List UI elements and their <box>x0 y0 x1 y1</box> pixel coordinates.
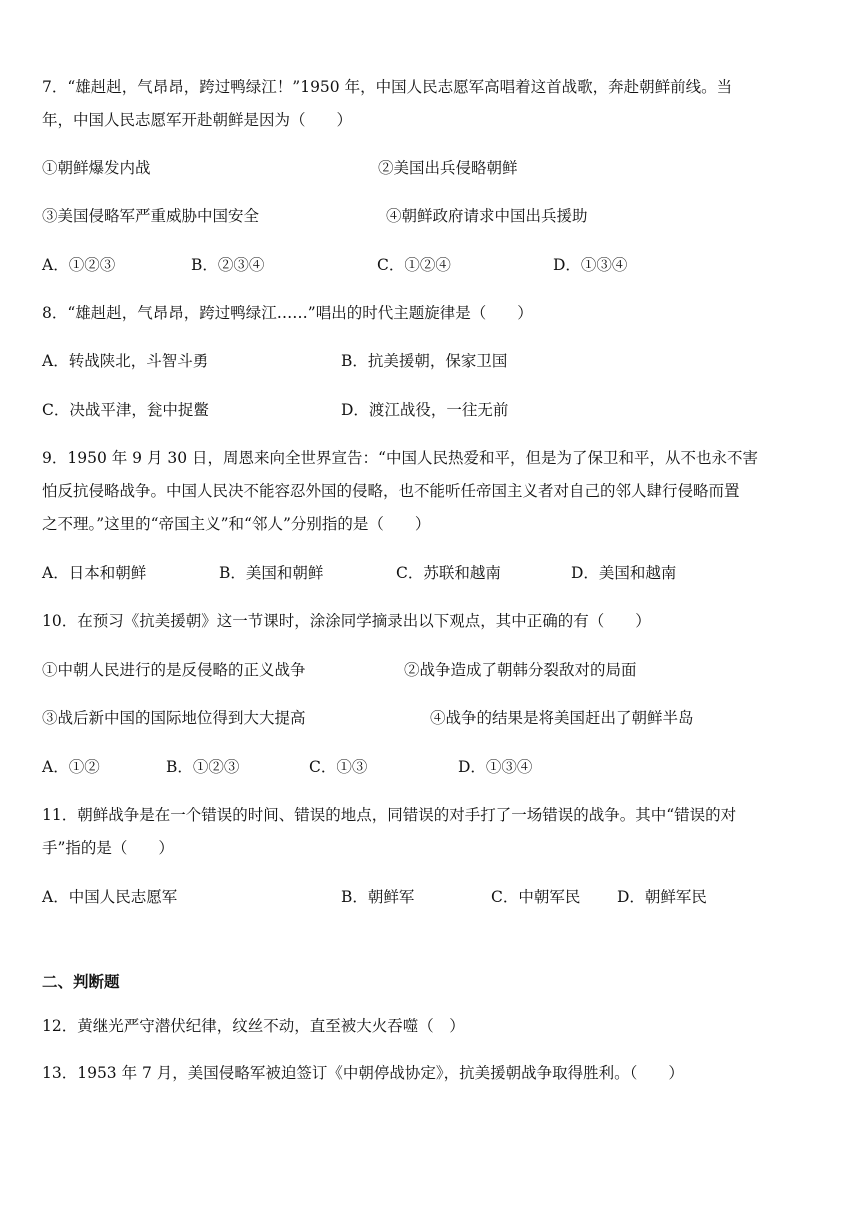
question-9-option-c[interactable]: C．苏联和越南 <box>396 564 501 582</box>
question-7-stem-line-2: 年，中国人民志愿军开赴朝鲜是因为（ ） <box>42 111 353 129</box>
question-11-option-b[interactable]: B．朝鲜军 <box>341 888 415 906</box>
question-10-item-1: ①中朝人民进行的是反侵略的正义战争 <box>42 661 306 679</box>
question-8-option-b[interactable]: B．抗美援朝，保家卫国 <box>341 352 508 370</box>
question-10-stem: 10．在预习《抗美援朝》这一节课时，涂涂同学摘录出以下观点，其中正确的有（ ） <box>42 612 651 630</box>
question-11-stem-line-2: 手”指的是（ ） <box>42 839 174 857</box>
section-heading: 二、判断题 <box>42 972 120 991</box>
question-9-option-d[interactable]: D．美国和越南 <box>571 564 677 582</box>
question-10-option-a[interactable]: A．①② <box>42 758 100 776</box>
question-10-option-c[interactable]: C．①③ <box>309 758 368 776</box>
question-7-item-4: ④朝鲜政府请求中国出兵援助 <box>386 207 588 225</box>
question-9-stem-line-2: 怕反抗侵略战争。中国人民决不能容忍外国的侵略，也不能听任帝国主义者对自己的邻人肆行侵略而置 <box>42 482 740 500</box>
question-11-option-a[interactable]: A．中国人民志愿军 <box>42 888 178 906</box>
question-7-option-b[interactable]: B．②③④ <box>191 256 265 274</box>
question-11-stem-line-1: 11．朝鲜战争是在一个错误的时间、错误的地点，同错误的对手打了一场错误的战争。其中“错误的对 <box>42 806 737 824</box>
question-9-option-b[interactable]: B．美国和朝鲜 <box>219 564 324 582</box>
question-7-item-1: ①朝鲜爆发内战 <box>42 159 151 177</box>
question-7-option-d[interactable]: D．①③④ <box>553 256 628 274</box>
question-13: 13．1953 年 7 月，美国侵略军被迫签订《中朝停战协定》，抗美援朝战争取得胜利。（ ） <box>42 1064 684 1082</box>
question-8-option-a[interactable]: A．转战陕北，斗智斗勇 <box>42 352 209 370</box>
question-8-option-c[interactable]: C．决战平津，瓮中捉鳖 <box>42 401 209 419</box>
question-12: 12．黄继光严守潜伏纪律，纹丝不动，直至被大火吞噬（ ） <box>42 1017 465 1035</box>
question-7-stem-line-1: 7．“雄赳赳，气昂昂，跨过鸭绿江！”1950 年，中国人民志愿军高唱着这首战歌，奔赴朝鲜前线。当 <box>42 78 733 96</box>
question-10-option-b[interactable]: B．①②③ <box>166 758 240 776</box>
question-11-option-c[interactable]: C．中朝军民 <box>491 888 581 906</box>
question-8-stem: 8．“雄赳赳，气昂昂，跨过鸭绿江……”唱出的时代主题旋律是（ ） <box>42 304 533 322</box>
question-10-item-3: ③战后新中国的国际地位得到大大提高 <box>42 709 306 727</box>
question-7-option-a[interactable]: A．①②③ <box>42 256 116 274</box>
question-7-item-3: ③美国侵略军严重威胁中国安全 <box>42 207 260 225</box>
question-9-stem-line-1: 9．1950 年 9 月 30 日，周恩来向全世界宣告：“中国人民热爱和平，但是为了保卫和平，从不也永不害 <box>42 449 758 467</box>
question-11-option-d[interactable]: D．朝鲜军民 <box>617 888 707 906</box>
question-10-item-4: ④战争的结果是将美国赶出了朝鲜半岛 <box>430 709 694 727</box>
question-7-item-2: ②美国出兵侵略朝鲜 <box>378 159 518 177</box>
question-7-option-c[interactable]: C．①②④ <box>377 256 451 274</box>
question-9-stem-line-3: 之不理。”这里的“帝国主义”和“邻人”分别指的是（ ） <box>42 515 431 533</box>
question-9-option-a[interactable]: A．日本和朝鲜 <box>42 564 147 582</box>
question-10-item-2: ②战争造成了朝韩分裂敌对的局面 <box>404 661 637 679</box>
question-10-option-d[interactable]: D．①③④ <box>458 758 533 776</box>
question-8-option-d[interactable]: D．渡江战役，一往无前 <box>341 401 509 419</box>
